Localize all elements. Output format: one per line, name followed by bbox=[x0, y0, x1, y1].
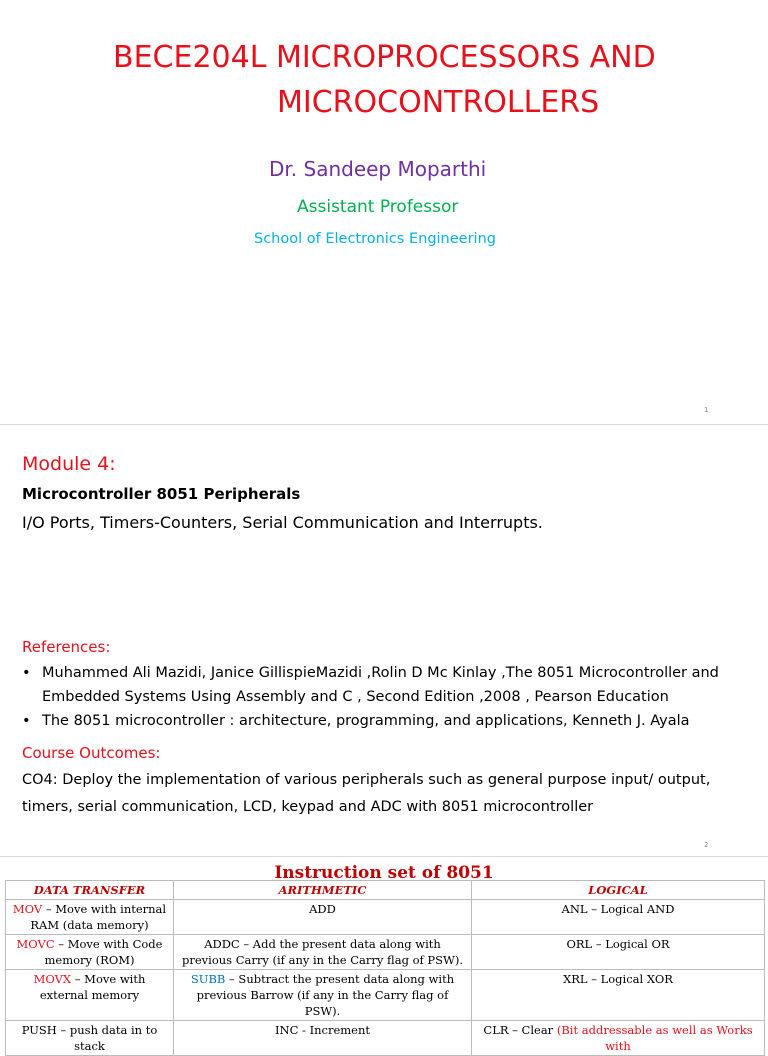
cell-text: – Move with Code memory (ROM) bbox=[44, 937, 163, 967]
bullet-icon: • bbox=[22, 713, 31, 729]
logical-cell bbox=[472, 970, 765, 1021]
outcomes-heading: Course Outcomes: bbox=[22, 744, 161, 762]
arithmetic-cell bbox=[174, 900, 472, 935]
reference-text: Muhammed Ali Mazidi, Janice GillispieMazidi ,Rolin D Mc Kinlay ,The 8051 Microcontroller and Embedded Systems Using Assembly and C , Second Edition ,2008 , Pearson Education bbox=[42, 665, 719, 705]
cell-text: INC - Increment bbox=[274, 1023, 371, 1037]
data-transfer-cell bbox=[6, 935, 174, 970]
logical-cell bbox=[472, 1021, 765, 1056]
instruction-set-title: Instruction set of 8051 bbox=[274, 863, 494, 883]
cell-text: XRL – Logical XOR bbox=[563, 972, 673, 986]
instruction-table bbox=[5, 880, 765, 1056]
cell-text: – Move with internal RAM (data memory) bbox=[30, 902, 167, 932]
school-name: School of Electronics Engineering bbox=[254, 231, 496, 247]
module-slide bbox=[0, 424, 768, 857]
module-description: I/O Ports, Timers-Counters, Serial Communication and Interrupts. bbox=[22, 513, 543, 532]
author-role: Assistant Professor bbox=[297, 197, 459, 217]
cell-text: ORL – Logical OR bbox=[566, 937, 670, 951]
cell-note: (Bit addressable as well as Works with bbox=[556, 1023, 753, 1053]
page-number: 1 bbox=[704, 406, 709, 414]
column-header: ARITHMETIC bbox=[174, 881, 472, 900]
column-header: LOGICAL bbox=[472, 881, 765, 900]
table-row bbox=[6, 1021, 765, 1056]
arithmetic-cell bbox=[174, 1021, 472, 1056]
cell-text: CLR – Clear bbox=[483, 1023, 557, 1037]
logical-cell bbox=[472, 935, 765, 970]
list-item bbox=[22, 661, 752, 709]
page-number: 2 bbox=[704, 841, 709, 849]
data-transfer-cell bbox=[6, 970, 174, 1021]
module-label: Module 4: bbox=[22, 453, 116, 475]
references-list bbox=[22, 661, 752, 733]
instruction-set-slide bbox=[0, 856, 768, 1053]
references-heading: References: bbox=[22, 638, 111, 656]
table-header-row bbox=[6, 881, 765, 900]
data-transfer-cell bbox=[6, 900, 174, 935]
course-title-line2: MICROCONTROLLERS bbox=[277, 85, 600, 120]
author-name: Dr. Sandeep Moparthi bbox=[269, 157, 487, 181]
cell-text: ANL – Logical AND bbox=[561, 902, 675, 916]
title-slide bbox=[0, 0, 768, 424]
reference-text: The 8051 microcontroller : architecture, programming, and applications, Kenneth J. Ayala bbox=[42, 713, 690, 729]
table-row bbox=[6, 900, 765, 935]
list-item bbox=[22, 709, 752, 733]
logical-cell bbox=[472, 900, 765, 935]
cell-text: ADD bbox=[309, 902, 336, 916]
bullet-icon: • bbox=[22, 665, 31, 681]
course-title-line1: BECE204L MICROPROCESSORS AND bbox=[113, 40, 656, 75]
cell-text: PUSH – push data in to stack bbox=[21, 1023, 158, 1053]
cell-text: – Subtract the present data along with previous Barrow (if any in the Carry flag of PSW). bbox=[196, 972, 455, 1018]
mnemonic: SUBB bbox=[190, 972, 226, 986]
cell-text: ADDC – Add the present data along with previous Carry (if any in the Carry flag of PSW). bbox=[181, 937, 463, 967]
mnemonic: MOVX bbox=[33, 972, 72, 986]
data-transfer-cell bbox=[6, 1021, 174, 1056]
module-title: Microcontroller 8051 Peripherals bbox=[22, 485, 301, 503]
mnemonic: MOVC bbox=[16, 937, 55, 951]
table-row bbox=[6, 935, 765, 970]
arithmetic-cell bbox=[174, 970, 472, 1021]
arithmetic-cell bbox=[174, 935, 472, 970]
mnemonic: MOV bbox=[12, 902, 43, 916]
table-row bbox=[6, 970, 765, 1021]
outcome-text: CO4: Deploy the implementation of various peripherals such as general purpose input/ output, timers, serial communication, LCD, keypad and ADC with 8051 microcontroller bbox=[22, 772, 711, 815]
cell-text: – Move with external memory bbox=[39, 972, 146, 1002]
column-header: DATA TRANSFER bbox=[6, 881, 174, 900]
